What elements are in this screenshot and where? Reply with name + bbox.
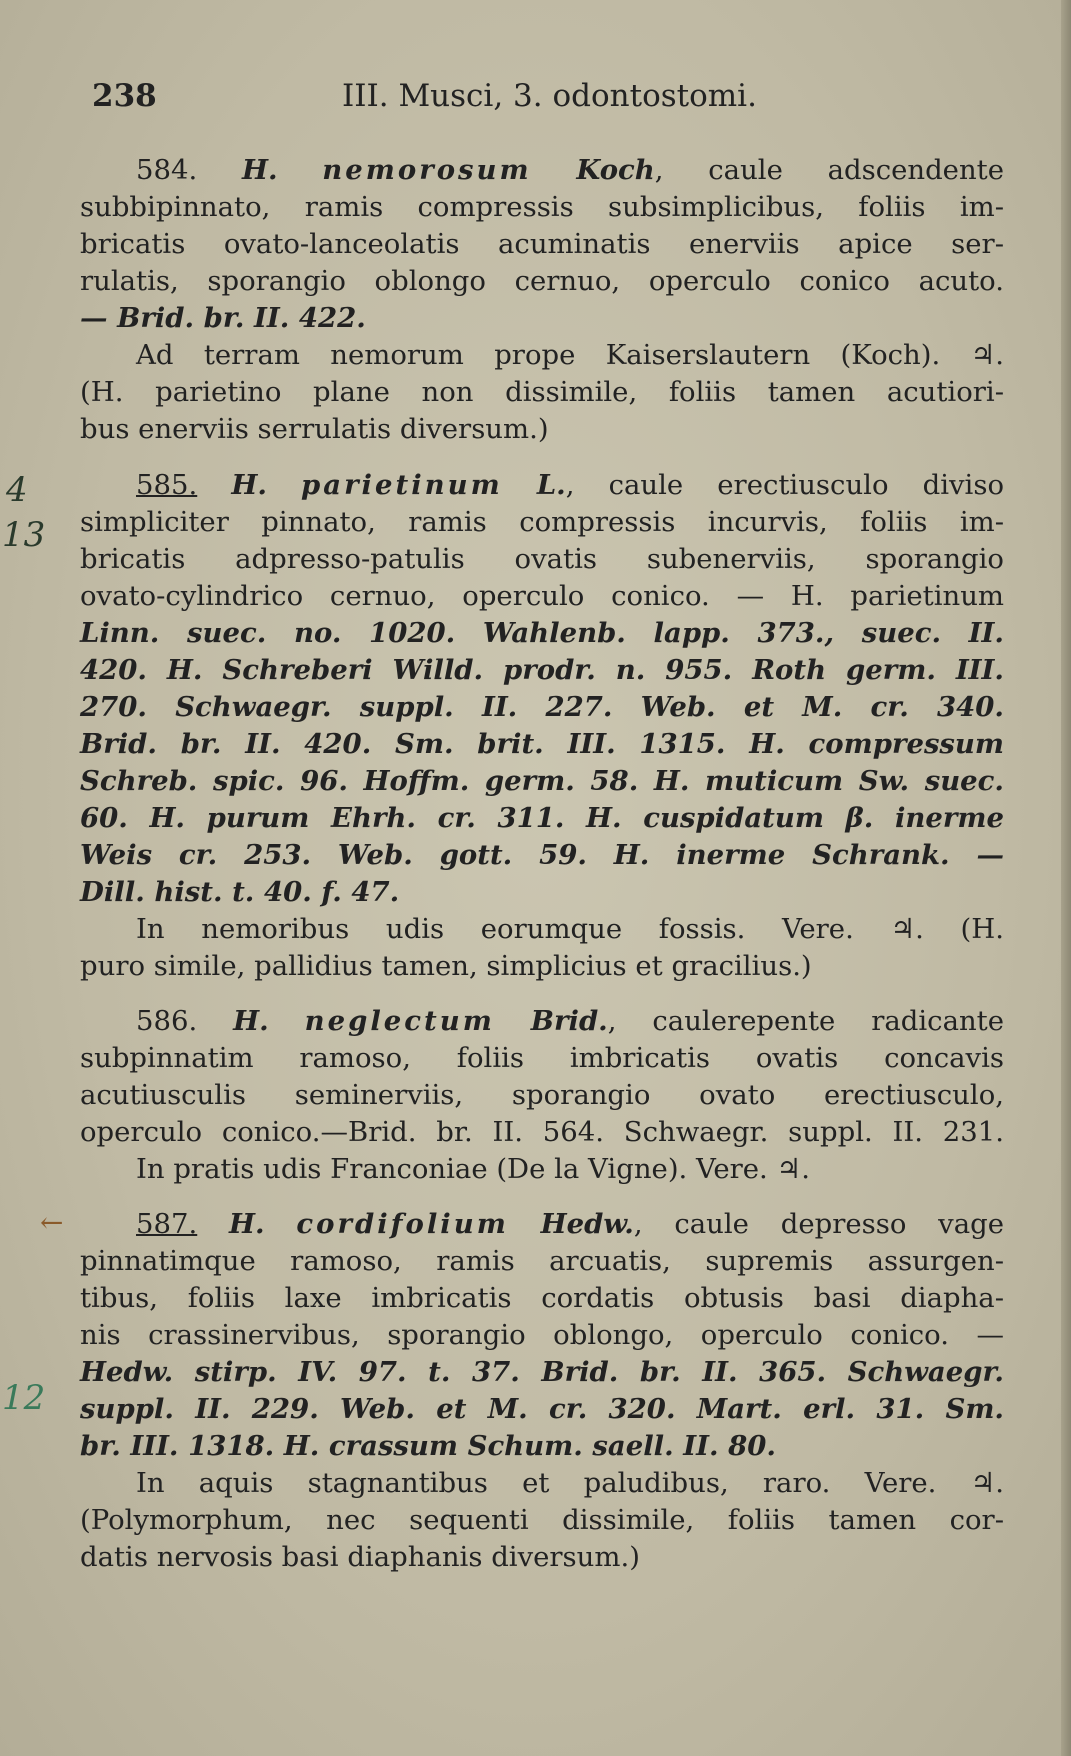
- habitat-line: In nemoribus udis eorumque fossis. Vere. ♃. (H.: [136, 913, 1004, 945]
- desc-line: tibus, foliis laxe imbricatis cordatis obtusis basi diapha-: [80, 1282, 1004, 1314]
- author: L.: [536, 469, 566, 501]
- genus: H.: [231, 469, 267, 501]
- species-name: parietinum: [301, 469, 503, 501]
- desc-line: subpinnatim ramoso, foliis imbricatis ovatis concavis: [80, 1042, 1004, 1074]
- species-name: nemorosum: [322, 154, 532, 186]
- desc-line: Weis cr. 253. Web. gott. 59. H. inerme Schrank. —: [80, 839, 1004, 871]
- habitat-line: (H. parietino plane non dissimile, foliis tamen acutiori-: [80, 376, 1004, 408]
- margin-note: 12: [2, 1378, 46, 1418]
- author: Hedw.: [540, 1208, 634, 1240]
- desc-line: caule depresso vage: [674, 1208, 1004, 1240]
- running-head: [92, 78, 982, 122]
- desc-line: 60. H. purum Ehrh. cr. 311. H. cuspidatum β. inerme: [80, 802, 1004, 834]
- desc-line: acutiusculis seminerviis, sporangio ovato erectiusculo,: [80, 1079, 1004, 1111]
- desc-line: operculo conico.—Brid. br. II. 564. Schwaegr. suppl. II. 231.: [80, 1116, 1004, 1148]
- desc-line: subbipinnato, ramis compressis subsimplicibus, foliis im-: [80, 191, 1004, 223]
- margin-note: 13: [2, 515, 46, 555]
- desc-line: bricatis adpresso-patulis ovatis subenerviis, sporangio: [80, 543, 1004, 575]
- author: Brid.: [530, 1005, 608, 1037]
- habitat-line: datis nervosis basi diaphanis diversum.): [80, 1541, 640, 1573]
- desc-line: bricatis ovato-lanceolatis acuminatis enerviis apice ser-: [80, 228, 1004, 260]
- desc-line: br. III. 1318. H. crassum Schum. saell. II. 80.: [80, 1430, 776, 1462]
- desc-line: caule erectiusculo diviso: [608, 469, 1005, 501]
- species-name: neglectum: [304, 1005, 495, 1037]
- desc-line: suppl. II. 229. Web. et M. cr. 320. Mart. erl. 31. Sm.: [80, 1393, 1004, 1425]
- entry-587: 587. H. cordifolium Hedw., caule depresso vage pinnatimque ramoso, ramis arcuatis, supremis assurgen- tibus, foliis laxe imbricatis cordatis obtusis basi diapha- nis crassinervibus, sporangio oblongo, operculo conico. — Hedw. stirp. IV. 97. t. 37. Brid. br. II. 365. Schwaegr. suppl. II. 229. Web. et M. cr. 320. Mart. erl. 31. Sm. br. III. 1318. H. crassum Schum. saell. II. 80. In aquis stagnantibus et paludibus, raro. Vere. ♃. (Polymorphum, nec sequenti dissimile, foliis tamen cor- datis nervosis basi diaphanis diversum.): [80, 1206, 1004, 1576]
- desc-line: Hedw. stirp. IV. 97. t. 37. Brid. br. II. 365. Schwaegr.: [80, 1356, 1004, 1388]
- desc-line: 420. H. Schreberi Willd. prodr. n. 955. Roth germ. III.: [80, 654, 1004, 686]
- page-edge: [1061, 0, 1071, 1756]
- genus: H.: [229, 1208, 265, 1240]
- habitat-line: In pratis udis Franconiae (De la Vigne). Vere. ♃.: [136, 1153, 810, 1185]
- desc-line: simpliciter pinnato, ramis compressis incurvis, foliis im-: [80, 506, 1004, 538]
- author: Koch: [576, 154, 655, 186]
- entry-number: 586.: [136, 1005, 198, 1037]
- page-number: 238: [92, 78, 157, 114]
- desc-line: ovato-cylindrico cernuo, operculo conico. — H. parietinum: [80, 580, 1004, 612]
- genus: H.: [233, 1005, 269, 1037]
- habitat-line: (Polymorphum, nec sequenti dissimile, foliis tamen cor-: [80, 1504, 1004, 1536]
- margin-note: 4: [6, 470, 28, 510]
- entry-number: 584.: [136, 154, 198, 186]
- desc-line: pinnatimque ramoso, ramis arcuatis, supremis assurgen-: [80, 1245, 1004, 1277]
- margin-arrow: ←: [40, 1206, 64, 1239]
- desc-line: Brid. br. II. 420. Sm. brit. III. 1315. H. compressum: [80, 728, 1004, 760]
- desc-line: caule adscendente: [708, 154, 1004, 186]
- entry-584: 584. H. nemorosum Koch, caule adscendente subbipinnato, ramis compressis subsimplicibus, foliis im- bricatis ovato-lanceolatis acuminatis enerviis apice ser- rulatis, sporangio oblongo cernuo, operculo conico acuto. — Brid. br. II. 422. Ad terram nemorum prope Kaiserslautern (Koch). ♃. (H. parietino plane non dissimile, foliis tamen acutiori- bus enerviis serrulatis diversum.): [80, 152, 1004, 448]
- entry-586: 586. H. neglectum Brid., caulerepente radicante subpinnatim ramoso, foliis imbricatis ovatis concavis acutiusculis seminerviis, sporangio ovato erectiusculo, operculo conico.—Brid. br. II. 564. Schwaegr. suppl. II. 231. In pratis udis Franconiae (De la Vigne). Vere. ♃.: [80, 1005, 1005, 1185]
- desc-line: caulerepente radicante: [652, 1005, 1005, 1037]
- habitat-line: In aquis stagnantibus et paludibus, raro. Vere. ♃.: [136, 1467, 1004, 1499]
- habitat-line: Ad terram nemorum prope Kaiserslautern (Koch). ♃.: [136, 339, 1004, 371]
- entry-585: 585. H. parietinum L., caule erectiusculo diviso simpliciter pinnato, ramis compressis incurvis, foliis im- bricatis adpresso-patulis ovatis subenerviis, sporangio ovato-cylindrico cernuo, operculo conico. — H. parietinum Linn. suec. no. 1020. Wahlenb. lapp. 373., suec. II. 420. H. Schreberi Willd. prodr. n. 955. Roth germ. III. 270. Schwaegr. suppl. II. 227. Web. et M. cr. 340. Brid. br. II. 420. Sm. brit. III. 1315. H. compressum Schreb. spic. 96. Hoffm. germ. 58. H. muticum Sw. suec. 60. H. purum Ehrh. cr. 311. H. cuspidatum β. inerme Weis cr. 253. Web. gott. 59. H. inerme Schrank. — Dill. hist. t. 40. f. 47. In nemoribus udis eorumque fossis. Vere. ♃. (H. puro simile, pallidius tamen, simplicius et gracilius.): [80, 467, 1004, 985]
- desc-line: 270. Schwaegr. suppl. II. 227. Web. et M. cr. 340.: [80, 691, 1004, 723]
- desc-line: Linn. suec. no. 1020. Wahlenb. lapp. 373., suec. II.: [80, 617, 1004, 649]
- entry-number: 587.: [136, 1208, 198, 1240]
- desc-line: — Brid. br. II. 422.: [80, 302, 366, 334]
- species-name: cordifolium: [296, 1208, 509, 1240]
- entry-number: 585.: [136, 469, 198, 501]
- desc-line: rulatis, sporangio oblongo cernuo, operculo conico acuto.: [80, 265, 1004, 297]
- habitat-line: puro simile, pallidius tamen, simplicius et gracilius.): [80, 950, 812, 982]
- genus: H.: [241, 154, 278, 186]
- section-title: III. Musci, 3. odontostomi.: [342, 78, 757, 114]
- desc-line: nis crassinervibus, sporangio oblongo, operculo conico. —: [80, 1319, 1004, 1351]
- desc-line: Dill. hist. t. 40. f. 47.: [80, 876, 400, 908]
- desc-line: Schreb. spic. 96. Hoffm. germ. 58. H. muticum Sw. suec.: [80, 765, 1004, 797]
- habitat-line: bus enerviis serrulatis diversum.): [80, 413, 549, 445]
